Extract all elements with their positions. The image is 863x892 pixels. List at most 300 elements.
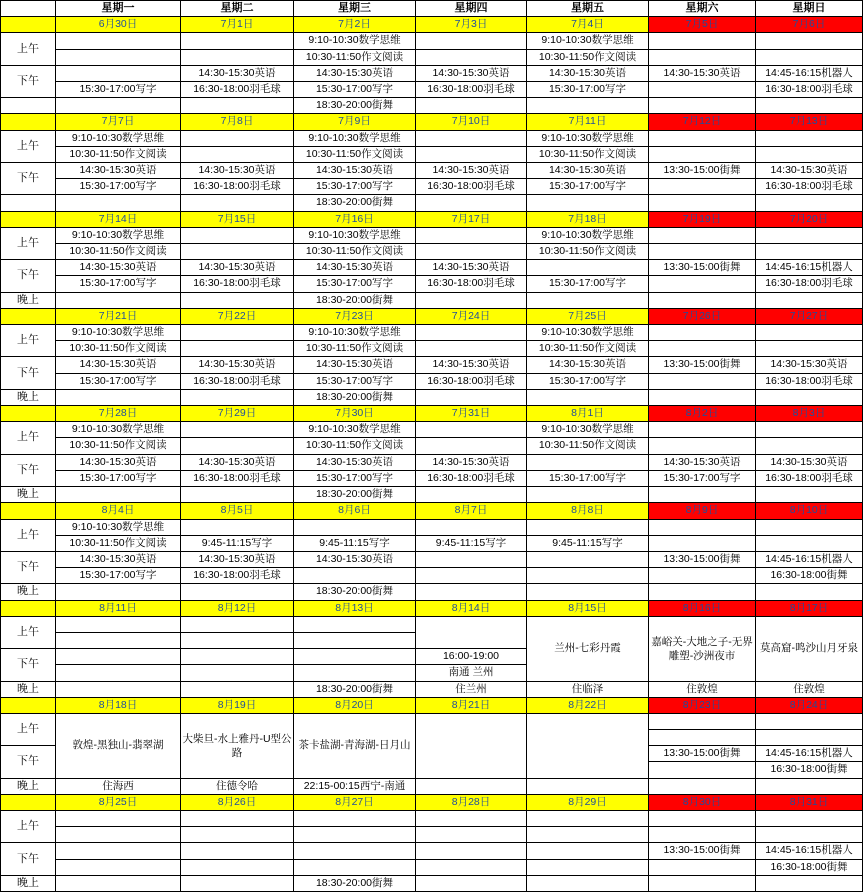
period-label: 下午 bbox=[1, 746, 56, 778]
period-label: 晚上 bbox=[1, 778, 56, 794]
activity-cell: 14:30-15:30英语 bbox=[416, 260, 527, 276]
activity-cell bbox=[416, 130, 527, 146]
date-cell: 8月18日 bbox=[56, 697, 181, 713]
activity-cell: 14:45-16:15机器人 bbox=[756, 746, 863, 762]
activity-cell bbox=[181, 98, 294, 114]
activity-cell: 10:30-11:50作文阅读 bbox=[527, 438, 649, 454]
activity-cell bbox=[649, 373, 756, 389]
activity-cell bbox=[756, 130, 863, 146]
travel-cell: 莫高窟-鸣沙山月牙泉 bbox=[756, 616, 863, 681]
activity-cell bbox=[756, 341, 863, 357]
date-cell: 7月30日 bbox=[294, 406, 416, 422]
activity-cell bbox=[416, 49, 527, 65]
activity-cell: 16:30-18:00街舞 bbox=[756, 762, 863, 778]
activity-cell: 13:30-15:00街舞 bbox=[649, 746, 756, 762]
activity-cell bbox=[56, 389, 181, 405]
date-row-label bbox=[1, 17, 56, 33]
activity-cell: 9:10-10:30数学思维 bbox=[294, 130, 416, 146]
activity-cell bbox=[416, 33, 527, 49]
date-row-label bbox=[1, 503, 56, 519]
date-row bbox=[1, 406, 863, 422]
slot-row bbox=[1, 568, 863, 584]
activity-cell bbox=[56, 649, 181, 665]
date-cell: 8月4日 bbox=[56, 503, 181, 519]
activity-cell bbox=[527, 778, 649, 794]
activity-cell bbox=[649, 244, 756, 260]
slot-row bbox=[1, 33, 863, 49]
activity-cell: 14:30-15:30英语 bbox=[181, 357, 294, 373]
activity-cell bbox=[181, 487, 294, 503]
activity-cell bbox=[416, 859, 527, 875]
activity-cell: 16:30-18:00羽毛球 bbox=[756, 470, 863, 486]
slot-row bbox=[1, 584, 863, 600]
activity-cell bbox=[649, 33, 756, 49]
slot-row bbox=[1, 438, 863, 454]
activity-cell bbox=[56, 859, 181, 875]
activity-cell: 14:30-15:30英语 bbox=[181, 551, 294, 567]
date-cell: 8月19日 bbox=[181, 697, 294, 713]
activity-cell: 9:45-11:15写字 bbox=[416, 535, 527, 551]
slot-row bbox=[1, 811, 863, 827]
activity-cell: 9:10-10:30数学思维 bbox=[56, 130, 181, 146]
activity-cell bbox=[756, 584, 863, 600]
activity-cell bbox=[56, 195, 181, 211]
slot-row bbox=[1, 875, 863, 891]
activity-cell: 18:30-20:00街舞 bbox=[294, 875, 416, 891]
activity-cell bbox=[527, 195, 649, 211]
activity-cell bbox=[181, 195, 294, 211]
activity-cell bbox=[416, 438, 527, 454]
activity-cell: 15:30-17:00写字 bbox=[294, 276, 416, 292]
activity-cell bbox=[527, 519, 649, 535]
date-cell: 8月30日 bbox=[649, 794, 756, 810]
date-cell: 7月23日 bbox=[294, 308, 416, 324]
activity-cell: 14:30-15:30英语 bbox=[56, 163, 181, 179]
slot-row bbox=[1, 82, 863, 98]
activity-cell: 15:30-17:00写字 bbox=[294, 82, 416, 98]
activity-cell: 16:30-18:00羽毛球 bbox=[181, 179, 294, 195]
activity-cell bbox=[294, 665, 416, 681]
date-row bbox=[1, 114, 863, 130]
slot-row bbox=[1, 325, 863, 341]
period-label: 晚上 bbox=[1, 681, 56, 697]
activity-cell bbox=[416, 827, 527, 843]
slot-row bbox=[1, 65, 863, 81]
activity-cell bbox=[56, 811, 181, 827]
date-cell: 8月11日 bbox=[56, 600, 181, 616]
period-label: 上午 bbox=[1, 130, 56, 162]
travel-cell: 兰州-七彩丹霞 bbox=[527, 616, 649, 681]
activity-cell: 14:30-15:30英语 bbox=[649, 454, 756, 470]
date-cell: 8月1日 bbox=[527, 406, 649, 422]
activity-cell: 15:30-17:00写字 bbox=[527, 179, 649, 195]
activity-cell bbox=[181, 811, 294, 827]
slot-row bbox=[1, 389, 863, 405]
activity-cell bbox=[181, 389, 294, 405]
activity-cell bbox=[56, 681, 181, 697]
date-cell: 7月25日 bbox=[527, 308, 649, 324]
date-row bbox=[1, 503, 863, 519]
activity-cell: 14:30-15:30英语 bbox=[56, 357, 181, 373]
activity-cell bbox=[756, 49, 863, 65]
activity-cell: 14:30-15:30英语 bbox=[416, 65, 527, 81]
slot-row bbox=[1, 179, 863, 195]
activity-cell: 16:30-18:00羽毛球 bbox=[416, 276, 527, 292]
slot-row bbox=[1, 616, 863, 632]
date-cell: 8月9日 bbox=[649, 503, 756, 519]
activity-cell bbox=[294, 843, 416, 859]
period-label: 上午 bbox=[1, 422, 56, 454]
activity-cell bbox=[416, 568, 527, 584]
date-cell: 7月8日 bbox=[181, 114, 294, 130]
activity-cell bbox=[756, 98, 863, 114]
activity-cell bbox=[649, 519, 756, 535]
date-row-label bbox=[1, 600, 56, 616]
travel-cell: 大柴旦-水上雅丹-U型公路 bbox=[181, 713, 294, 778]
activity-cell: 16:30-18:00羽毛球 bbox=[181, 82, 294, 98]
activity-cell bbox=[756, 730, 863, 746]
activity-cell: 14:30-15:30英语 bbox=[527, 163, 649, 179]
date-cell: 8月8日 bbox=[527, 503, 649, 519]
activity-cell bbox=[181, 875, 294, 891]
activity-cell bbox=[649, 827, 756, 843]
date-cell: 7月19日 bbox=[649, 211, 756, 227]
date-cell: 8月15日 bbox=[527, 600, 649, 616]
activity-cell: 14:30-15:30英语 bbox=[294, 551, 416, 567]
slot-row bbox=[1, 422, 863, 438]
header-wednesday: 星期三 bbox=[294, 1, 416, 17]
activity-cell bbox=[756, 778, 863, 794]
activity-cell bbox=[756, 875, 863, 891]
activity-cell bbox=[181, 584, 294, 600]
activity-cell bbox=[649, 438, 756, 454]
slot-row bbox=[1, 551, 863, 567]
activity-cell: 14:45-16:15机器人 bbox=[756, 260, 863, 276]
activity-cell: 14:30-15:30英语 bbox=[181, 163, 294, 179]
date-cell: 7月14日 bbox=[56, 211, 181, 227]
date-cell: 7月9日 bbox=[294, 114, 416, 130]
activity-cell bbox=[756, 535, 863, 551]
date-cell: 8月16日 bbox=[649, 600, 756, 616]
activity-cell bbox=[56, 843, 181, 859]
period-label: 下午 bbox=[1, 649, 56, 681]
period-label: 上午 bbox=[1, 227, 56, 259]
travel-cell: 16:00-19:00 bbox=[416, 649, 527, 665]
date-cell: 7月7日 bbox=[56, 114, 181, 130]
activity-cell bbox=[756, 827, 863, 843]
slot-row bbox=[1, 163, 863, 179]
activity-cell: 9:10-10:30数学思维 bbox=[294, 33, 416, 49]
activity-cell bbox=[181, 616, 294, 632]
activity-cell bbox=[527, 487, 649, 503]
period-label: 晚上 bbox=[1, 389, 56, 405]
activity-cell: 15:30-17:00写字 bbox=[527, 276, 649, 292]
activity-cell bbox=[56, 33, 181, 49]
activity-cell: 14:30-15:30英语 bbox=[294, 163, 416, 179]
activity-cell: 9:10-10:30数学思维 bbox=[527, 227, 649, 243]
activity-cell: 住海西 bbox=[56, 778, 181, 794]
activity-cell: 15:30-17:00写字 bbox=[56, 568, 181, 584]
slot-row bbox=[1, 535, 863, 551]
activity-cell: 9:10-10:30数学思维 bbox=[294, 227, 416, 243]
activity-cell bbox=[756, 389, 863, 405]
activity-cell: 9:45-11:15写字 bbox=[527, 535, 649, 551]
activity-cell: 9:10-10:30数学思维 bbox=[527, 325, 649, 341]
activity-cell: 18:30-20:00街舞 bbox=[294, 389, 416, 405]
activity-cell bbox=[756, 811, 863, 827]
activity-cell: 13:30-15:00街舞 bbox=[649, 843, 756, 859]
activity-cell: 10:30-11:50作文阅读 bbox=[294, 146, 416, 162]
activity-cell: 住敦煌 bbox=[756, 681, 863, 697]
activity-cell: 16:30-18:00羽毛球 bbox=[416, 470, 527, 486]
activity-cell bbox=[527, 389, 649, 405]
activity-cell: 13:30-15:00街舞 bbox=[649, 357, 756, 373]
activity-cell: 住兰州 bbox=[416, 681, 527, 697]
activity-cell bbox=[181, 665, 294, 681]
activity-cell: 14:30-15:30英语 bbox=[56, 454, 181, 470]
slot-row bbox=[1, 98, 863, 114]
activity-cell: 14:30-15:30英语 bbox=[294, 357, 416, 373]
activity-cell bbox=[527, 827, 649, 843]
date-cell: 8月26日 bbox=[181, 794, 294, 810]
date-cell: 7月31日 bbox=[416, 406, 527, 422]
date-row-label bbox=[1, 406, 56, 422]
activity-cell bbox=[649, 82, 756, 98]
activity-cell: 16:30-18:00羽毛球 bbox=[416, 179, 527, 195]
slot-row bbox=[1, 357, 863, 373]
activity-cell bbox=[756, 519, 863, 535]
date-cell: 7月11日 bbox=[527, 114, 649, 130]
activity-cell bbox=[756, 292, 863, 308]
date-cell: 7月10日 bbox=[416, 114, 527, 130]
activity-cell: 10:30-11:50作文阅读 bbox=[527, 146, 649, 162]
date-cell: 8月12日 bbox=[181, 600, 294, 616]
slot-row bbox=[1, 843, 863, 859]
activity-cell: 10:30-11:50作文阅读 bbox=[527, 49, 649, 65]
activity-cell: 15:30-17:00写字 bbox=[527, 470, 649, 486]
header-friday: 星期五 bbox=[527, 1, 649, 17]
activity-cell: 16:30-18:00羽毛球 bbox=[181, 373, 294, 389]
activity-cell: 住临泽 bbox=[527, 681, 649, 697]
activity-cell: 16:30-18:00羽毛球 bbox=[181, 568, 294, 584]
activity-cell: 15:30-17:00写字 bbox=[294, 373, 416, 389]
date-cell: 7月27日 bbox=[756, 308, 863, 324]
activity-cell: 14:30-15:30英语 bbox=[756, 454, 863, 470]
activity-cell: 9:10-10:30数学思维 bbox=[56, 519, 181, 535]
date-cell: 8月20日 bbox=[294, 697, 416, 713]
activity-cell bbox=[649, 713, 756, 729]
date-cell: 7月29日 bbox=[181, 406, 294, 422]
slot-row bbox=[1, 470, 863, 486]
activity-cell: 住敦煌 bbox=[649, 681, 756, 697]
slot-row bbox=[1, 227, 863, 243]
date-cell: 7月17日 bbox=[416, 211, 527, 227]
activity-cell bbox=[294, 519, 416, 535]
activity-cell: 14:30-15:30英语 bbox=[416, 163, 527, 179]
date-cell: 8月25日 bbox=[56, 794, 181, 810]
activity-cell bbox=[527, 859, 649, 875]
activity-cell: 15:30-17:00写字 bbox=[294, 179, 416, 195]
date-cell: 8月14日 bbox=[416, 600, 527, 616]
period-label: 上午 bbox=[1, 713, 56, 745]
activity-cell bbox=[416, 389, 527, 405]
activity-cell bbox=[416, 811, 527, 827]
activity-cell bbox=[756, 33, 863, 49]
activity-cell: 14:30-15:30英语 bbox=[294, 260, 416, 276]
travel-cell: 茶卡盐湖-青海湖-日月山 bbox=[294, 713, 416, 778]
period-label: 上午 bbox=[1, 33, 56, 65]
activity-cell bbox=[181, 519, 294, 535]
weekday-header-row bbox=[1, 1, 863, 17]
slot-row bbox=[1, 454, 863, 470]
activity-cell bbox=[181, 244, 294, 260]
activity-cell bbox=[181, 33, 294, 49]
activity-cell: 10:30-11:50作文阅读 bbox=[294, 438, 416, 454]
activity-cell bbox=[649, 227, 756, 243]
period-label: 上午 bbox=[1, 616, 56, 648]
activity-cell bbox=[756, 244, 863, 260]
activity-cell: 9:10-10:30数学思维 bbox=[294, 325, 416, 341]
activity-cell bbox=[416, 98, 527, 114]
date-row bbox=[1, 211, 863, 227]
activity-cell: 10:30-11:50作文阅读 bbox=[56, 146, 181, 162]
date-cell: 8月28日 bbox=[416, 794, 527, 810]
activity-cell: 16:30-18:00街舞 bbox=[756, 859, 863, 875]
activity-cell bbox=[181, 325, 294, 341]
activity-cell: 14:30-15:30英语 bbox=[294, 65, 416, 81]
activity-cell bbox=[416, 616, 527, 648]
activity-cell: 15:30-17:00写字 bbox=[527, 82, 649, 98]
activity-cell bbox=[416, 713, 527, 778]
activity-cell: 18:30-20:00街舞 bbox=[294, 487, 416, 503]
activity-cell bbox=[527, 811, 649, 827]
activity-cell: 10:30-11:50作文阅读 bbox=[56, 438, 181, 454]
slot-row bbox=[1, 341, 863, 357]
activity-cell bbox=[181, 49, 294, 65]
activity-cell bbox=[294, 616, 416, 632]
period-label: 晚上 bbox=[1, 292, 56, 308]
activity-cell: 16:30-18:00街舞 bbox=[756, 568, 863, 584]
activity-cell bbox=[649, 146, 756, 162]
activity-cell bbox=[181, 859, 294, 875]
activity-cell: 13:30-15:00街舞 bbox=[649, 163, 756, 179]
header-saturday: 星期六 bbox=[649, 1, 756, 17]
slot-row bbox=[1, 146, 863, 162]
activity-cell: 14:30-15:30英语 bbox=[294, 454, 416, 470]
activity-cell bbox=[294, 859, 416, 875]
activity-cell bbox=[756, 195, 863, 211]
activity-cell: 15:30-17:00写字 bbox=[527, 373, 649, 389]
activity-cell bbox=[294, 632, 416, 648]
activity-cell bbox=[649, 422, 756, 438]
date-row-label bbox=[1, 697, 56, 713]
date-cell: 8月31日 bbox=[756, 794, 863, 810]
slot-row bbox=[1, 49, 863, 65]
activity-cell: 18:30-20:00街舞 bbox=[294, 98, 416, 114]
activity-cell: 18:30-20:00街舞 bbox=[294, 195, 416, 211]
activity-cell: 13:30-15:00街舞 bbox=[649, 260, 756, 276]
activity-cell bbox=[294, 811, 416, 827]
activity-cell: 16:30-18:00羽毛球 bbox=[416, 373, 527, 389]
activity-cell bbox=[649, 292, 756, 308]
activity-cell: 16:30-18:00羽毛球 bbox=[756, 82, 863, 98]
slot-row bbox=[1, 260, 863, 276]
activity-cell: 14:30-15:30英语 bbox=[416, 357, 527, 373]
activity-cell: 14:30-15:30英语 bbox=[527, 65, 649, 81]
activity-cell bbox=[56, 98, 181, 114]
date-row bbox=[1, 600, 863, 616]
activity-cell: 14:45-16:15机器人 bbox=[756, 551, 863, 567]
activity-cell: 9:10-10:30数学思维 bbox=[56, 227, 181, 243]
activity-cell: 14:30-15:30英语 bbox=[181, 65, 294, 81]
date-cell: 7月20日 bbox=[756, 211, 863, 227]
activity-cell: 10:30-11:50作文阅读 bbox=[294, 49, 416, 65]
date-cell: 8月6日 bbox=[294, 503, 416, 519]
date-cell: 7月15日 bbox=[181, 211, 294, 227]
slot-row bbox=[1, 827, 863, 843]
activity-cell bbox=[416, 422, 527, 438]
activity-cell bbox=[416, 325, 527, 341]
activity-cell: 14:30-15:30英语 bbox=[56, 551, 181, 567]
activity-cell bbox=[56, 875, 181, 891]
activity-cell bbox=[527, 260, 649, 276]
activity-cell: 10:30-11:50作文阅读 bbox=[294, 341, 416, 357]
activity-cell bbox=[181, 341, 294, 357]
activity-cell bbox=[56, 632, 181, 648]
activity-cell: 16:30-18:00羽毛球 bbox=[181, 470, 294, 486]
activity-cell bbox=[756, 422, 863, 438]
slot-row bbox=[1, 859, 863, 875]
activity-cell bbox=[56, 49, 181, 65]
period-label: 下午 bbox=[1, 843, 56, 875]
activity-cell: 14:30-15:30英语 bbox=[756, 163, 863, 179]
date-cell: 8月13日 bbox=[294, 600, 416, 616]
activity-cell bbox=[649, 487, 756, 503]
activity-cell bbox=[649, 875, 756, 891]
activity-cell bbox=[649, 325, 756, 341]
activity-cell: 14:30-15:30英语 bbox=[649, 65, 756, 81]
slot-row bbox=[1, 130, 863, 146]
activity-cell bbox=[649, 341, 756, 357]
slot-row bbox=[1, 519, 863, 535]
date-cell: 7月5日 bbox=[649, 17, 756, 33]
activity-cell bbox=[181, 292, 294, 308]
activity-cell bbox=[56, 616, 181, 632]
activity-cell bbox=[527, 568, 649, 584]
activity-cell bbox=[649, 389, 756, 405]
activity-cell: 9:45-11:15写字 bbox=[294, 535, 416, 551]
date-cell: 7月12日 bbox=[649, 114, 756, 130]
date-cell: 7月4日 bbox=[527, 17, 649, 33]
activity-cell bbox=[56, 65, 181, 81]
slot-row bbox=[1, 681, 863, 697]
activity-cell bbox=[56, 487, 181, 503]
period-label: 晚上 bbox=[1, 875, 56, 891]
activity-cell bbox=[56, 292, 181, 308]
activity-cell bbox=[649, 195, 756, 211]
date-cell: 7月16日 bbox=[294, 211, 416, 227]
date-row-label bbox=[1, 308, 56, 324]
header-monday: 星期一 bbox=[56, 1, 181, 17]
activity-cell: 10:30-11:50作文阅读 bbox=[56, 341, 181, 357]
activity-cell bbox=[649, 762, 756, 778]
date-row-label bbox=[1, 211, 56, 227]
activity-cell: 16:30-18:00羽毛球 bbox=[181, 276, 294, 292]
activity-cell bbox=[416, 778, 527, 794]
activity-cell: 住德令哈 bbox=[181, 778, 294, 794]
activity-cell bbox=[756, 146, 863, 162]
activity-cell bbox=[181, 632, 294, 648]
